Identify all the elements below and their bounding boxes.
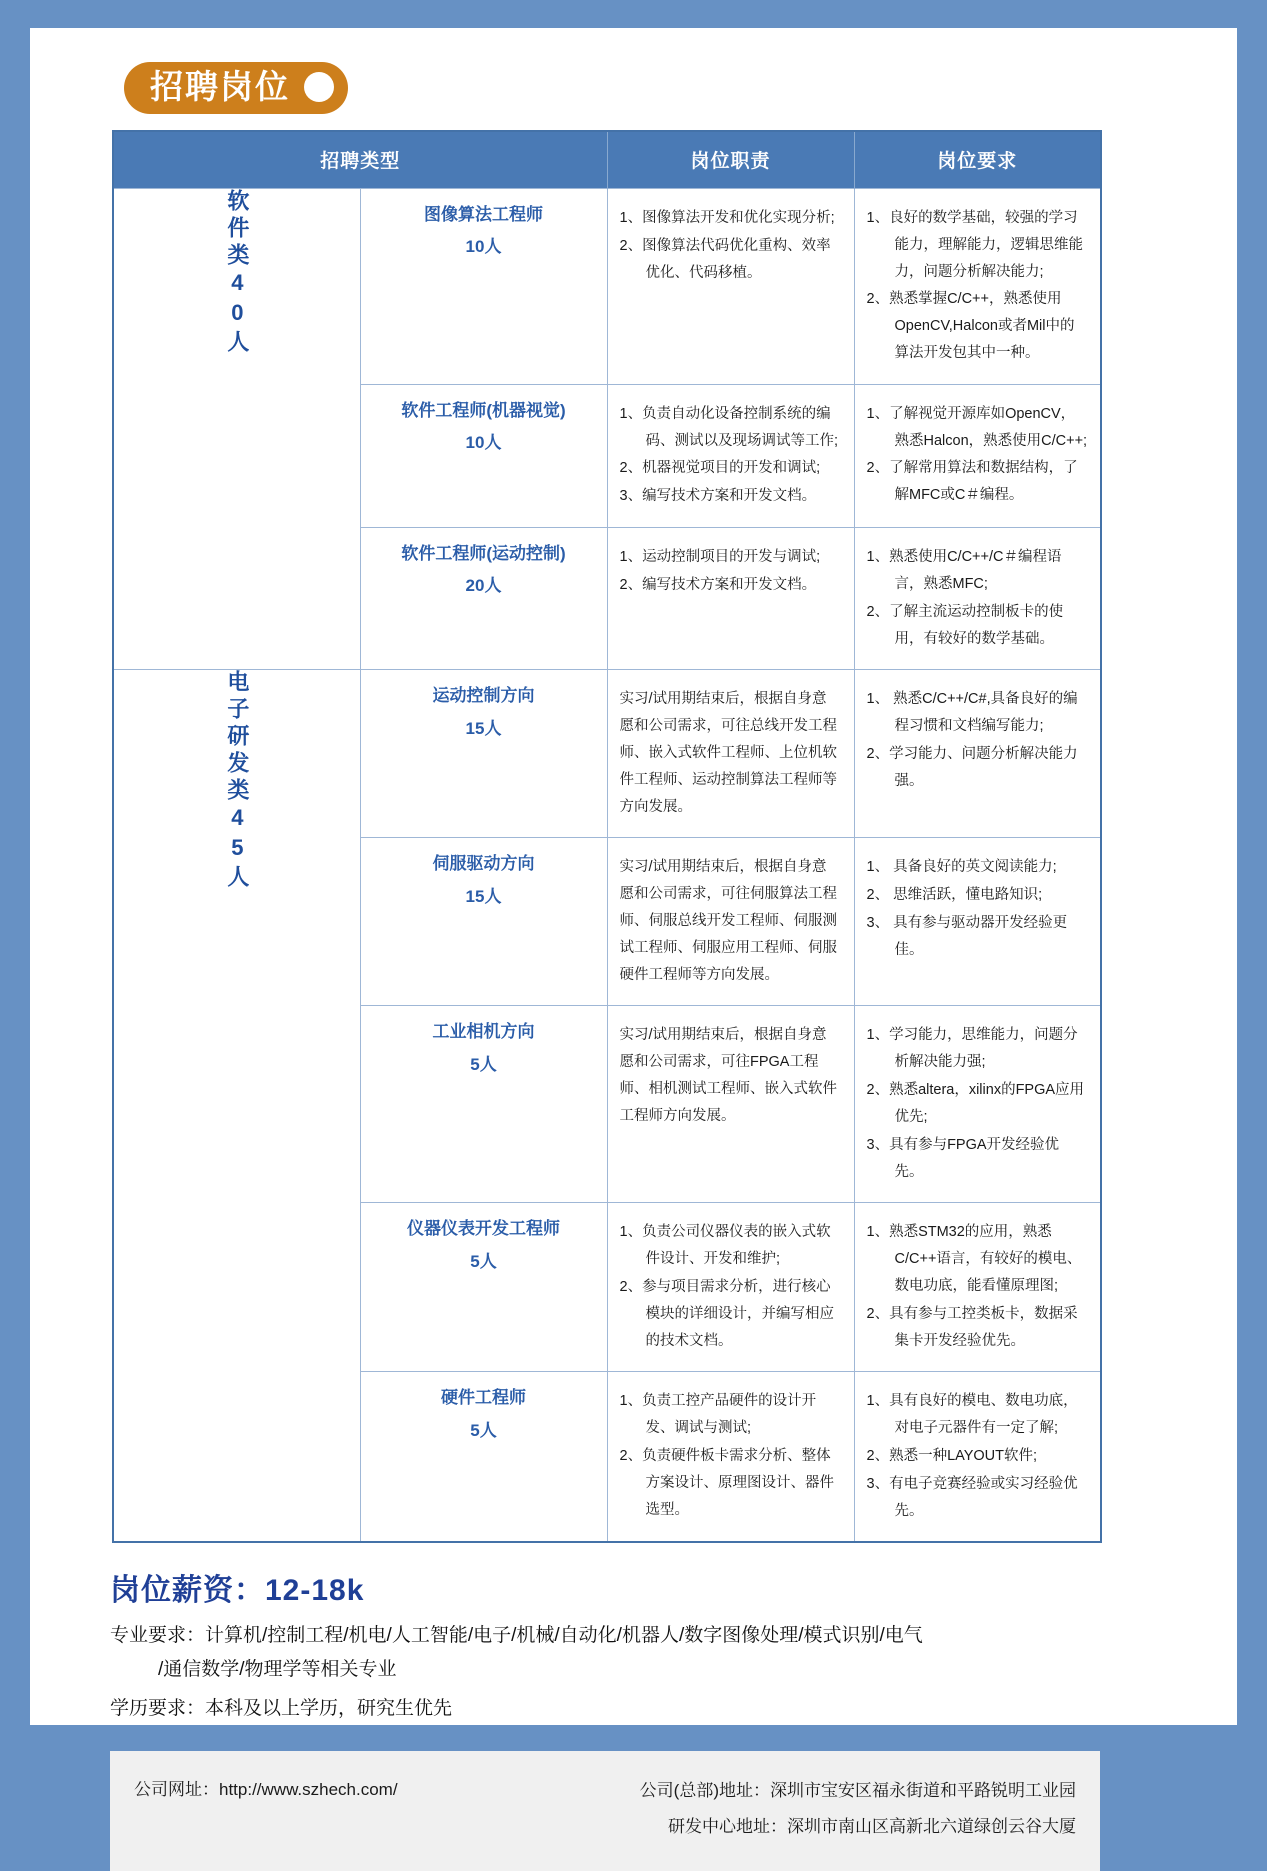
requirement-item: 2、熟悉altera，xilinx的FPGA应用优先; [866, 1082, 1085, 1125]
category-cell [113, 670, 360, 1543]
job-title-cell [360, 838, 607, 1006]
job-title-cell [360, 384, 607, 527]
footer-contact [110, 1751, 1100, 1870]
requirement-cell [854, 528, 1101, 670]
requirement-item: 2、 思维活跃，懂电路知识; [866, 887, 1043, 904]
requirement-item: 1、了解视觉开源库如OpenCV，熟悉Halcon，熟悉使用C/C++; [866, 405, 1088, 449]
job-title: 硬件工程师 [441, 1388, 526, 1408]
duty-cell [607, 838, 854, 1006]
duty-cell [607, 384, 854, 527]
requirement-item: 2、熟悉掌握C/C++，熟悉使用OpenCV,Halcon或者Mil中的算法开发包其中一种。 [866, 291, 1075, 361]
column-header-duty: 岗位职责 [607, 131, 854, 189]
company-website[interactable]: 公司网址：http://www.szhech.com/ [134, 1780, 398, 1800]
circle-icon [304, 72, 334, 102]
duty-item: 2、负责硬件板卡需求分析、整体方案设计、原理图设计、器件选型。 [619, 1448, 834, 1518]
rd-address: 研发中心地址：深圳市南山区高新北六道绿创云谷大厦 [668, 1816, 1076, 1836]
requirement-list [867, 401, 1089, 509]
requirement-item: 1、熟悉STM32的应用，熟悉C/C++语言，有较好的模电、数电功底，能看懂原理图; [866, 1224, 1082, 1294]
column-header-req: 岗位要求 [854, 131, 1101, 189]
requirement-cell [854, 384, 1101, 527]
duty-item: 实习/试用期结束后，根据自身意愿和公司需求，可往FPGA工程师、相机测试工程师、嵌入式软件工程师方向发展。 [619, 1027, 837, 1124]
requirement-list [867, 1022, 1089, 1185]
requirement-item: 1、学习能力，思维能力，问题分析解决能力强; [866, 1027, 1078, 1071]
job-headcount: 10人 [465, 433, 502, 453]
job-title: 运动控制方向 [432, 686, 535, 706]
job-title-cell [360, 1203, 607, 1372]
job-title-cell [360, 670, 607, 838]
duty-list [620, 1022, 840, 1129]
requirement-cell [854, 188, 1101, 384]
jobs-table [112, 130, 1102, 1544]
requirement-item: 2、了解主流运动控制板卡的使用，有较好的数学基础。 [866, 603, 1064, 647]
duty-list [620, 1388, 840, 1523]
job-headcount: 10人 [465, 237, 502, 257]
category-cell [113, 188, 360, 669]
requirement-item: 3、有电子竞赛经验或实习经验优先。 [866, 1475, 1078, 1519]
requirement-item: 1、良好的数学基础，较强的学习能力，理解能力，逻辑思维能力，问题分析解决能力; [866, 209, 1083, 280]
duty-cell [607, 1006, 854, 1203]
job-title-cell [360, 188, 607, 384]
education-requirement: 学历要求：本科及以上学历，研究生优先 [110, 1697, 453, 1719]
requirement-item: 1、熟悉使用C/C++/C＃编程语言，熟悉MFC; [866, 549, 1062, 592]
requirement-item: 2、学习能力、问题分析解决能力强。 [866, 745, 1078, 789]
job-title-cell [360, 528, 607, 670]
job-headcount: 20人 [465, 576, 502, 596]
section-badge-row [74, 62, 1193, 114]
duty-item: 实习/试用期结束后，根据自身意愿和公司需求，可往伺服算法工程师、伺服总线开发工程师、伺服测试工程师、伺服应用工程师、伺服硬件工程师等方向发展。 [619, 859, 837, 983]
requirement-cell [854, 838, 1101, 1006]
duty-list [620, 544, 840, 599]
requirement-cell [854, 1006, 1101, 1203]
requirement-cell [854, 1372, 1101, 1543]
job-title-cell [360, 1372, 607, 1543]
duty-item: 1、负责自动化设备控制系统的编码、测试以及现场调试等工作; [619, 405, 839, 449]
major-requirement-line1: 专业要求：计算机/控制工程/机电/人工智能/电子/机械/自动化/机器人/数字图像处理/模式识别/电气 [110, 1625, 923, 1647]
duty-item: 2、编写技术方案和开发文档。 [619, 576, 817, 593]
salary-block [74, 1565, 1193, 1725]
job-headcount: 15人 [465, 886, 502, 906]
section-badge [124, 62, 348, 114]
duty-list [620, 854, 840, 988]
duty-item: 1、图像算法开发和优化实现分析; [619, 209, 835, 226]
duty-cell [607, 1372, 854, 1543]
job-headcount: 5人 [470, 1054, 497, 1074]
requirement-item: 2、了解常用算法和数据结构，了解MFC或C＃编程。 [866, 460, 1078, 504]
table-header-row [113, 131, 1101, 189]
duty-item: 3、编写技术方案和开发文档。 [619, 488, 817, 505]
hq-address: 公司(总部)地址：深圳市宝安区福永街道和平路锐明工业园 [639, 1781, 1076, 1801]
duty-item: 1、负责公司仪器仪表的嵌入式软件设计、开发和维护; [619, 1224, 831, 1268]
section-badge-label: 招聘岗位 [150, 68, 290, 105]
duty-list [620, 686, 840, 820]
job-title: 伺服驱动方向 [432, 854, 535, 874]
requirement-list [867, 544, 1089, 652]
requirement-list [867, 686, 1089, 794]
duty-list [620, 205, 840, 286]
job-title: 仪器仪表开发工程师 [407, 1219, 560, 1239]
category-label: 电子研发类45人 [224, 670, 250, 893]
job-title: 图像算法工程师 [424, 204, 543, 224]
duty-cell [607, 188, 854, 384]
requirement-item: 1、 具备良好的英文阅读能力; [866, 859, 1057, 876]
job-title-cell [360, 1006, 607, 1203]
column-header-type: 招聘类型 [113, 131, 607, 189]
duty-cell [607, 1203, 854, 1372]
requirement-item: 1、具有良好的模电、数电功底，对电子元器件有一定了解; [866, 1393, 1078, 1437]
duty-item: 2、机器视觉项目的开发和调试; [619, 460, 821, 477]
job-title: 软件工程师(运动控制) [401, 544, 566, 564]
category-label: 软件类40人 [224, 188, 250, 357]
job-headcount: 5人 [470, 1420, 497, 1440]
job-title: 工业相机方向 [432, 1022, 535, 1042]
requirement-list [867, 205, 1089, 367]
requirement-item: 3、 具有参与驱动器开发经验更佳。 [866, 915, 1068, 958]
requirement-item: 3、具有参与FPGA开发经验优先。 [866, 1136, 1060, 1180]
duty-item: 1、运动控制项目的开发与调试; [619, 549, 821, 566]
duty-item: 2、图像算法代码优化重构、效率优化、代码移植。 [619, 237, 831, 281]
requirement-list [867, 854, 1089, 963]
duty-item: 2、参与项目需求分析，进行核心模块的详细设计，并编写相应的技术文档。 [619, 1278, 834, 1349]
requirement-item: 1、 熟悉C/C++/C#,具备良好的编程习惯和文档编写能力; [866, 691, 1078, 735]
requirement-list [867, 1219, 1089, 1354]
salary-label: 岗位薪资：12-18k [110, 1574, 365, 1608]
jobs-table-body [113, 188, 1101, 1542]
duty-list [620, 1219, 840, 1354]
requirement-list [867, 1388, 1089, 1524]
job-headcount: 15人 [465, 718, 502, 738]
major-requirement-line2: /通信数学/物理学等相关专业 [158, 1658, 397, 1680]
duty-list [620, 401, 840, 510]
duty-cell [607, 528, 854, 670]
addresses [640, 1773, 1076, 1844]
duty-item: 实习/试用期结束后，根据自身意愿和公司需求，可往总线开发工程师、嵌入式软件工程师、上位机软件工程师、运动控制算法工程师等方向发展。 [619, 691, 837, 815]
duty-item: 1、负责工控产品硬件的设计开发、调试与测试; [619, 1393, 817, 1437]
requirement-item: 2、熟悉一种LAYOUT软件; [866, 1448, 1038, 1464]
requirement-cell [854, 1203, 1101, 1372]
poster-sheet [30, 28, 1237, 1836]
requirement-cell [854, 670, 1101, 838]
job-title: 软件工程师(机器视觉) [401, 400, 566, 420]
table-row [113, 670, 1101, 838]
duty-cell [607, 670, 854, 838]
table-row [113, 188, 1101, 384]
jobs-table-wrap [74, 130, 1193, 1544]
job-headcount: 5人 [470, 1251, 497, 1271]
requirement-item: 2、具有参与工控类板卡，数据采集卡开发经验优先。 [866, 1305, 1078, 1349]
